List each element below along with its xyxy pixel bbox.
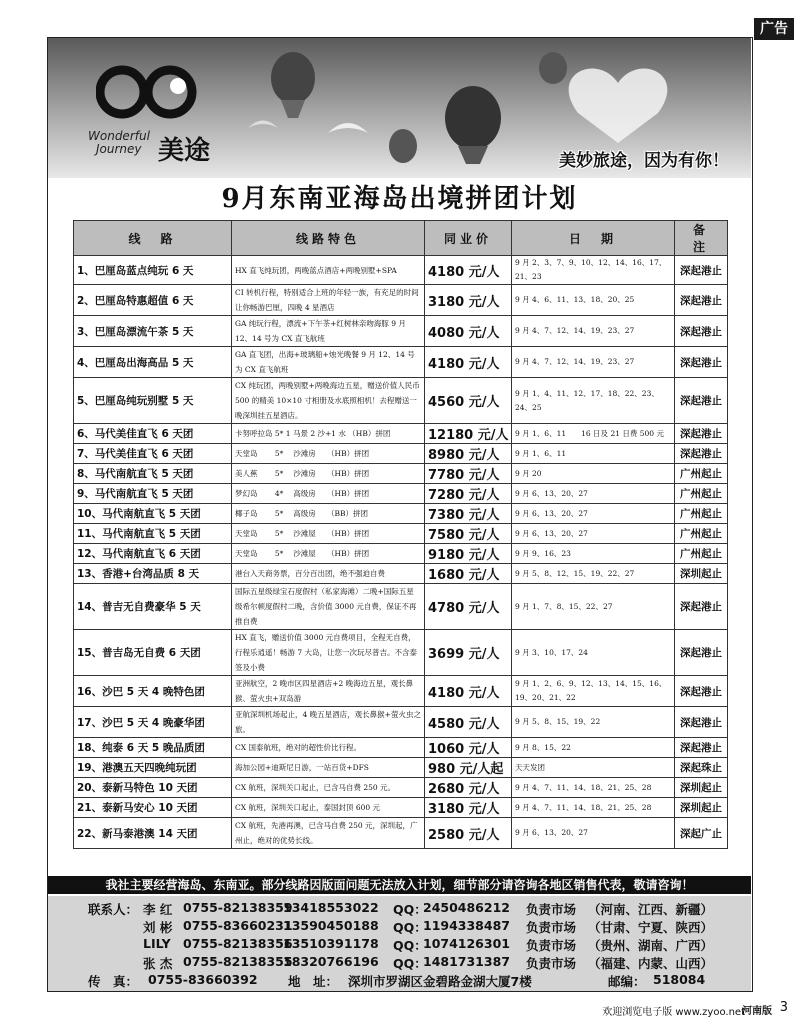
contact-field: 1194338487 <box>423 918 510 933</box>
route-name: 14、普吉无自费豪华 5 天 <box>74 584 232 630</box>
contact-field: QQ： <box>393 920 427 935</box>
route-price: 4580 元/人 <box>425 707 512 738</box>
contact-field: 张 杰 <box>143 956 173 971</box>
contact-field: 负责市场 <box>526 920 577 935</box>
route-dates: 9 月 1、4、11、12、17、18、22、23、24、25 <box>512 378 675 424</box>
route-price: 1060 元/人 <box>425 738 512 758</box>
route-feature: 国际五星级绿宝石度假村（私家海滩）二晚+国际五星级希尔顿度假村二晚，含价值 3000 元自费，保证不再推自费 <box>232 584 425 630</box>
route-feature: CX 航班，深圳关口起止，已含马自费 250 元。 <box>232 778 425 798</box>
contact-field: 1074126301 <box>423 936 510 951</box>
route-note: 广州起止 <box>675 464 728 484</box>
route-name: 9、马代南航直飞 5 天团 <box>74 484 232 504</box>
route-dates: 9 月 3、10、17、24 <box>512 630 675 676</box>
route-price: 1680 元/人 <box>425 564 512 584</box>
route-note: 深起广止 <box>675 818 728 849</box>
ad-frame <box>47 37 753 992</box>
route-note: 深起港止 <box>675 347 728 378</box>
route-feature: 椰子岛 5* 高级房 （BB）拼团 <box>232 504 425 524</box>
route-feature: GA 直飞团，出海+玻璃船+烛光晚餐 9 月 12、14 号为 CX 直飞航班 <box>232 347 425 378</box>
route-price: 3699 元/人 <box>425 630 512 676</box>
slogan: 美妙旅途，因为有你！ <box>559 151 729 171</box>
route-price: 4180 元/人 <box>425 676 512 707</box>
route-price: 4180 元/人 <box>425 256 512 285</box>
route-name: 17、沙巴 5 天 4 晚豪华团 <box>74 707 232 738</box>
route-name: 16、沙巴 5 天 4 晚特色团 <box>74 676 232 707</box>
route-price: 2680 元/人 <box>425 778 512 798</box>
contact-field: 1481731387 <box>423 954 510 969</box>
route-dates: 9 月 5、8、15、19、22 <box>512 707 675 738</box>
contact-field: 负责市场 <box>526 938 577 953</box>
route-feature: HX 直飞纯玩团，两晚蓝点酒店+两晚别墅+SPA <box>232 256 425 285</box>
route-name: 20、泰新马特色 10 天团 <box>74 778 232 798</box>
route-dates: 9 月 6、13、20、27 <box>512 818 675 849</box>
table-row <box>74 484 728 504</box>
contact-field: 李 红 <box>143 902 173 917</box>
route-dates: 9 月 1、7、8、15、22、27 <box>512 584 675 630</box>
route-feature: 美人蕉 5* 沙滩房 （HB）拼团 <box>232 464 425 484</box>
route-feature: 卡努呼拉岛 5* 1 马景 2 沙+1 水 （HB）拼团 <box>232 424 425 444</box>
route-dates: 9 月 6、13、20、27 <box>512 484 675 504</box>
table-row <box>74 707 728 738</box>
column-header: 线路特色 <box>232 221 425 256</box>
route-price: 7780 元/人 <box>425 464 512 484</box>
balloon-icon <box>445 86 501 150</box>
table-row <box>74 564 728 584</box>
route-feature: 亚航深圳机场起止，4 晚五星酒店，观长鼻猴+萤火虫之旅。 <box>232 707 425 738</box>
contact-field: 13590450188 <box>283 918 379 933</box>
balloon-icon <box>539 52 567 84</box>
contact-field: QQ： <box>393 902 427 917</box>
route-dates: 9 月 4、7、12、14、19、23、27 <box>512 316 675 347</box>
ad-tag: 广告 <box>754 18 794 40</box>
table-row <box>74 504 728 524</box>
seagull-icon <box>248 121 278 129</box>
table-row <box>74 444 728 464</box>
route-dates: 9 月 1、2、6、9、12、13、14、15、16、19、20、21、22 <box>512 676 675 707</box>
route-price: 8980 元/人 <box>425 444 512 464</box>
contact-field: LILY <box>143 936 171 951</box>
column-header: 备 注 <box>675 221 728 256</box>
footer-text: 欢迎浏览电子版 www.zyoo.net <box>602 1007 745 1018</box>
route-feature: CX 航班，先港再澳，已含马自费 250 元，深圳起，广州止，绝对的优势长线。 <box>232 818 425 849</box>
route-note: 深圳起止 <box>675 798 728 818</box>
table-row <box>74 738 728 758</box>
route-name: 10、马代南航直飞 5 天团 <box>74 504 232 524</box>
route-note: 深起港止 <box>675 424 728 444</box>
route-feature: 海加公园+迪斯尼日游，一站百货+DFS <box>232 758 425 778</box>
route-feature: CX 国泰航班，绝对的超性价比行程。 <box>232 738 425 758</box>
route-price: 12180 元/人 <box>425 424 512 444</box>
route-note: 深起港止 <box>675 444 728 464</box>
route-name: 22、新马泰港澳 14 天团 <box>74 818 232 849</box>
route-feature: 亚洲航空，2 晚市区四星酒店+2 晚海边五星，观长鼻猴、萤火虫+双岛游 <box>232 676 425 707</box>
balloon-icon <box>389 129 417 163</box>
route-feature: 天堂岛 5* 沙滩屋 （HB）拼团 <box>232 544 425 564</box>
route-note: 深起港止 <box>675 378 728 424</box>
table-row <box>74 316 728 347</box>
route-feature: 天堂岛 5* 沙滩房 （HB）拼团 <box>232 444 425 464</box>
route-note: 深起港止 <box>675 285 728 316</box>
route-price: 7380 元/人 <box>425 504 512 524</box>
route-note: 广州起止 <box>675 544 728 564</box>
table-row <box>74 347 728 378</box>
table-row <box>74 778 728 798</box>
route-dates: 9 月 9、16、23 <box>512 544 675 564</box>
table-row <box>74 424 728 444</box>
route-name: 1、巴厘岛蓝点纯玩 6 天 <box>74 256 232 285</box>
table-row <box>74 584 728 630</box>
route-name: 11、马代南航直飞 5 天团 <box>74 524 232 544</box>
route-feature: 港台入天商务票，百分百出团，绝不强迫自费 <box>232 564 425 584</box>
contact-field: 13418553022 <box>283 900 379 915</box>
route-note: 深圳起止 <box>675 778 728 798</box>
route-note: 深起港止 <box>675 630 728 676</box>
route-name: 2、巴厘岛特惠超值 6 天 <box>74 285 232 316</box>
route-note: 深起港止 <box>675 707 728 738</box>
balloon-icon <box>271 52 315 104</box>
route-note: 深圳起止 <box>675 564 728 584</box>
route-dates: 9 月 8、15、22 <box>512 738 675 758</box>
logo-wordmark: Wonderful Journey <box>88 129 150 156</box>
route-dates: 9 月 6、13、20、27 <box>512 504 675 524</box>
route-feature: CX 航班，深圳关口起止，泰国封顶 600 元 <box>232 798 425 818</box>
route-name: 15、普吉岛无自费 6 天团 <box>74 630 232 676</box>
route-price: 4780 元/人 <box>425 584 512 630</box>
route-feature: CI 转机行程，特别适合上班的年轻一族，有充足的时间让你畅游巴厘，四晚 4 星酒店 <box>232 285 425 316</box>
contact-field: QQ： <box>393 938 427 953</box>
table-row <box>74 378 728 424</box>
contact-field: （河南、江西、新疆） <box>588 902 714 917</box>
contact-field: 负责市场 <box>526 956 577 971</box>
route-note: 深起港止 <box>675 676 728 707</box>
route-price: 4560 元/人 <box>425 378 512 424</box>
logo-brand: 美途 <box>158 136 211 166</box>
route-dates: 9 月 1、6、11 16 日及 21 日费 500 元 <box>512 424 675 444</box>
contact-field: 18320766196 <box>283 954 379 969</box>
route-feature: 梦幻岛 4* 高级房 （HB）拼团 <box>232 484 425 504</box>
route-name: 6、马代美佳直飞 6 天团 <box>74 424 232 444</box>
contact-field: 13510391178 <box>283 936 379 951</box>
route-name: 8、马代南航直飞 5 天团 <box>74 464 232 484</box>
route-price: 9180 元/人 <box>425 544 512 564</box>
table-row <box>74 464 728 484</box>
heart-icon <box>569 69 668 143</box>
route-dates: 9 月 4、7、11、14、18、21、25、28 <box>512 778 675 798</box>
contact-field: 0755-82138356 <box>183 936 293 951</box>
route-name: 18、纯泰 6 天 5 晚品质团 <box>74 738 232 758</box>
table-row <box>74 676 728 707</box>
page-number: 3 <box>779 1000 788 1015</box>
route-note: 深起港止 <box>675 584 728 630</box>
route-dates: 9 月 20 <box>512 464 675 484</box>
route-dates: 9 月 4、7、11、14、18、21、25、28 <box>512 798 675 818</box>
contact-field: QQ： <box>393 956 427 971</box>
route-feature: 天堂岛 5* 沙滩屋 （HB）拼团 <box>232 524 425 544</box>
route-name: 12、马代南航直飞 6 天团 <box>74 544 232 564</box>
route-note: 广州起止 <box>675 524 728 544</box>
route-price: 4080 元/人 <box>425 316 512 347</box>
page-title: 9月东南亚海岛出境拼团计划 <box>221 184 578 214</box>
route-dates: 9 月 4、6、11、13、18、20、25 <box>512 285 675 316</box>
banner <box>48 38 751 178</box>
route-name: 3、巴厘岛漂流午茶 5 天 <box>74 316 232 347</box>
route-dates: 天天发团 <box>512 758 675 778</box>
column-header: 线 路 <box>74 221 232 256</box>
route-price: 7580 元/人 <box>425 524 512 544</box>
table-row <box>74 285 728 316</box>
contacts-panel: 联系人： 李 红 0755-82138359 13418553022 QQ： 2450486212 负责市场 （河南、江西、新疆） 刘 彬 0755-83660231 13590450188 QQ： 1194338487 负责市场 （甘肃、宁夏、陕西） LILY 0755-82138356 13510391178 QQ： 1074126301 负责市场 （贵州、湖南、广西） 张 杰 0755-82138355 18320766196 QQ： 1481731387 负责市场 （福建、内蒙、山西） 传 真： 0755-83660392 地 址： 深圳市罗湖区金碧路金湖大厦7楼 邮编： 518084 <box>48 896 751 991</box>
route-dates: 9 月 2、3、7、9、10、12、14、16、17、21、23 <box>512 256 675 285</box>
route-price: 980 元/人起 <box>425 758 512 778</box>
route-price: 4180 元/人 <box>425 347 512 378</box>
route-name: 7、马代美佳直飞 6 天团 <box>74 444 232 464</box>
table-row <box>74 630 728 676</box>
route-note: 深起港止 <box>675 738 728 758</box>
contact-field: （贵州、湖南、广西） <box>588 938 714 953</box>
route-note: 深起港止 <box>675 256 728 285</box>
route-note: 深起港止 <box>675 316 728 347</box>
table-row <box>74 798 728 818</box>
column-header: 同业价 <box>425 221 512 256</box>
route-price: 3180 元/人 <box>425 285 512 316</box>
route-dates: 9 月 5、8、12、15、19、22、27 <box>512 564 675 584</box>
route-name: 19、港澳五天四晚纯玩团 <box>74 758 232 778</box>
route-name: 21、泰新马安心 10 天团 <box>74 798 232 818</box>
contact-field: 2450486212 <box>423 900 510 915</box>
contact-field: 负责市场 <box>526 902 577 917</box>
contact-field: （甘肃、宁夏、陕西） <box>588 920 714 935</box>
route-dates: 9 月 1、6、11 <box>512 444 675 464</box>
route-note: 深起珠止 <box>675 758 728 778</box>
column-header: 日 期 <box>512 221 675 256</box>
route-price: 7280 元/人 <box>425 484 512 504</box>
notice-bar: 我社主要经营海岛、东南亚。部分线路因版面问题无法放入计划，细节部分请咨询各地区销售代表，敬请咨询！ <box>48 876 751 894</box>
route-feature: CX 纯玩团，两晚别墅+两晚海边五星，赠送价值人民币 500 的精美 10×10 寸相册及水底照相机！去程赠送一晚深圳挂五星酒店。 <box>232 378 425 424</box>
route-note: 广州起止 <box>675 484 728 504</box>
route-price: 2580 元/人 <box>425 818 512 849</box>
route-name: 4、巴厘岛出海高品 5 天 <box>74 347 232 378</box>
route-dates: 9 月 4、7、12、14、19、23、27 <box>512 347 675 378</box>
table-row <box>74 256 728 285</box>
contact-field: 0755-82138355 <box>183 954 293 969</box>
page-footer <box>0 995 800 1028</box>
route-name: 5、巴厘岛纯玩别墅 5 天 <box>74 378 232 424</box>
table-row <box>74 818 728 849</box>
table-row <box>74 544 728 564</box>
seagull-icon <box>328 123 368 133</box>
route-price: 3180 元/人 <box>425 798 512 818</box>
table-row <box>74 758 728 778</box>
route-note: 广州起止 <box>675 504 728 524</box>
contact-field: 刘 彬 <box>143 920 173 935</box>
route-feature: HX 直飞，赠送价值 3000 元自费项目，全程无自费，行程乐逍遥！畅游 7 大岛，让您一次玩尽普吉。不含泰签及小费 <box>232 630 425 676</box>
routes-table <box>73 220 728 849</box>
contact-field: 联系人： <box>88 902 139 917</box>
route-name: 13、香港+台湾品质 8 天 <box>74 564 232 584</box>
route-dates: 9 月 6、13、20、27 <box>512 524 675 544</box>
route-feature: GA 纯玩行程，漂流+下午茶+红树林亲吻海豚 9 月 12、14 号为 CX 直飞航班 <box>232 316 425 347</box>
edition-label: 河南版 <box>742 1006 772 1017</box>
table-row <box>74 524 728 544</box>
contact-field: 0755-83660231 <box>183 918 293 933</box>
contact-field: 0755-82138359 <box>183 900 293 915</box>
contact-field: （福建、内蒙、山西） <box>588 956 714 971</box>
